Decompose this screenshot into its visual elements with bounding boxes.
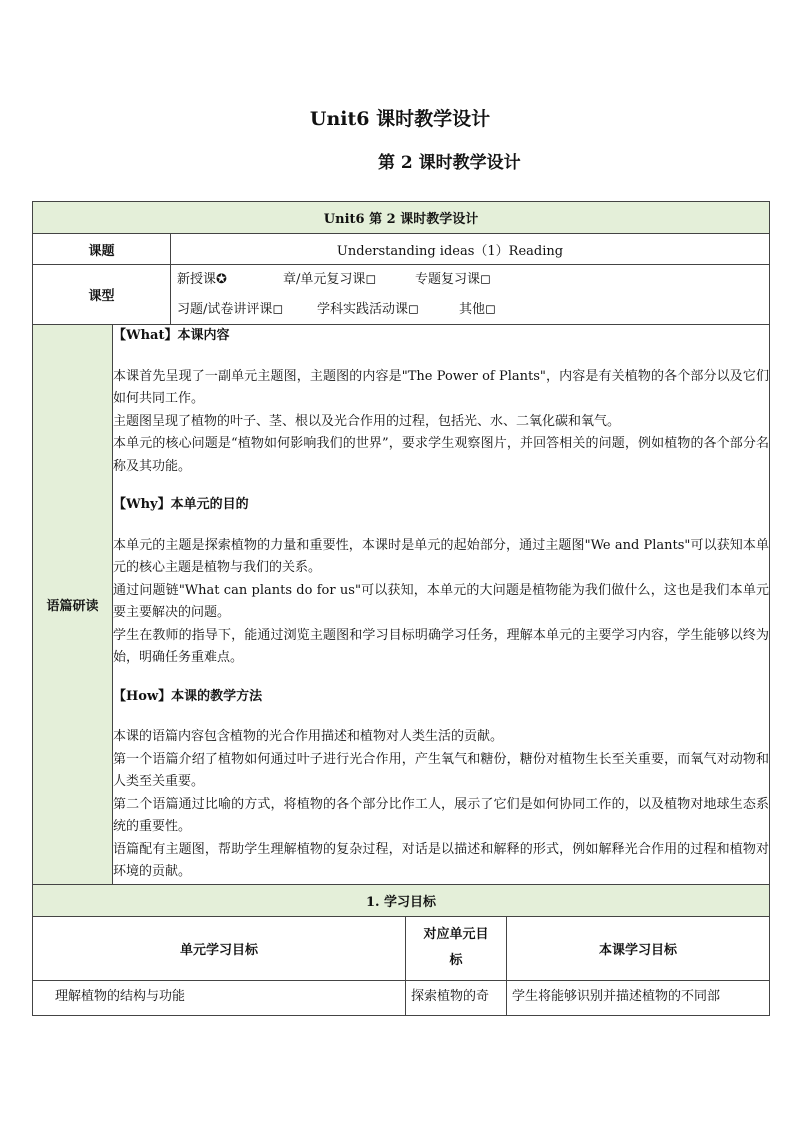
why-paragraph: 通过问题链"What can plants do for us"可以获知，本单元的大问题是植物能为我们做什么，这也是我们本单元要主要解决的问题。 (113, 582, 770, 620)
how-paragraph: 语篇配有主题图，帮助学生理解植物的复杂过程，对话是以描述和解释的形式，例如解释光合作用的过程和植物对环境的贡献。 (113, 841, 770, 879)
goals-col-unit: 单元学习目标 (33, 916, 406, 980)
what-paragraph: 本单元的核心问题是“植物如何影响我们的世界”，要求学生观察图片，并回答相关的问题，例如植物的各个部分名称及其功能。 (113, 436, 770, 474)
how-paragraph: 第一个语篇介绍了植物如何通过叶子进行光合作用，产生氧气和糖份，糖份对植物生长至关重要，而氧气对动物和人类至关重要。 (113, 751, 770, 789)
type-options (171, 265, 770, 325)
type-option-other: 其他◻ (459, 301, 496, 317)
how-paragraph: 第二个语篇通过比喻的方式，将植物的各个部分比作工人，展示了它们是如何协同工作的，以及植物对地球生态系统的重要性。 (113, 796, 770, 834)
why-paragraph: 本单元的主题是探索植物的力量和重要性，本课时是单元的起始部分，通过主题图"We and Plants"可以获知本单元的核心主题是植物与我们的关系。 (113, 537, 770, 575)
lesson-label: 课题 (33, 234, 171, 265)
type-option-topic-review: 专题复习课◻ (415, 271, 491, 287)
goal-mapping-cell: 探索植物的奇 (406, 980, 507, 1015)
document-subtitle: 第 2 课时教学设计 (378, 153, 521, 173)
how-heading: 【How】本课的教学方法 (113, 688, 263, 704)
type-option-unit-review: 章/单元复习课◻ (283, 271, 377, 287)
how-paragraph: 本课的语篇内容包含植物的光合作用描述和植物对人类生活的贡献。 (113, 729, 504, 744)
goal-unit-cell: 理解植物的结构与功能 (33, 980, 406, 1015)
table-caption: Unit6 第 2 课时教学设计 (33, 202, 770, 234)
lesson-value: Understanding ideas（1）Reading (336, 243, 564, 259)
type-label: 课型 (33, 265, 171, 325)
lesson-value-cell (171, 234, 770, 265)
goals-col-mapping-text: 对应单元目标 (423, 927, 489, 968)
what-heading: 【What】本课内容 (113, 328, 230, 343)
goals-col-lesson: 本课学习目标 (507, 916, 770, 980)
what-paragraph: 主题图呈现了植物的叶子、茎、根以及光合作用的过程，包括光、水、二氧化碳和氧气。 (113, 413, 621, 429)
analysis-label: 语篇研读 (33, 325, 113, 885)
what-paragraph: 本课首先呈现了一副单元主题图，主题图的内容是"The Power of Plants"，内容是有关植物的各个部分以及它们如何共同工作。 (113, 368, 770, 406)
why-paragraph: 学生在教师的指导下，能通过浏览主题图和学习目标明确学习任务，理解本单元的主要学习内容，学生能够以终为始，明确任务重难点。 (113, 627, 770, 665)
analysis-content (113, 325, 770, 885)
goal-lesson-cell: 学生将能够识别并描述植物的不同部 (507, 980, 770, 1015)
why-heading: 【Why】本单元的目的 (113, 497, 249, 512)
goals-col-mapping (406, 916, 507, 980)
type-option-practice: 学科实践活动课◻ (317, 301, 419, 317)
goals-title: 1. 学习目标 (33, 884, 770, 916)
type-option-new: 新授课✪ (177, 271, 227, 287)
document-title: Unit6 课时教学设计 (309, 108, 491, 130)
type-option-exercise: 习题/试卷讲评课◻ (177, 301, 284, 317)
lesson-design-table (32, 201, 770, 1016)
